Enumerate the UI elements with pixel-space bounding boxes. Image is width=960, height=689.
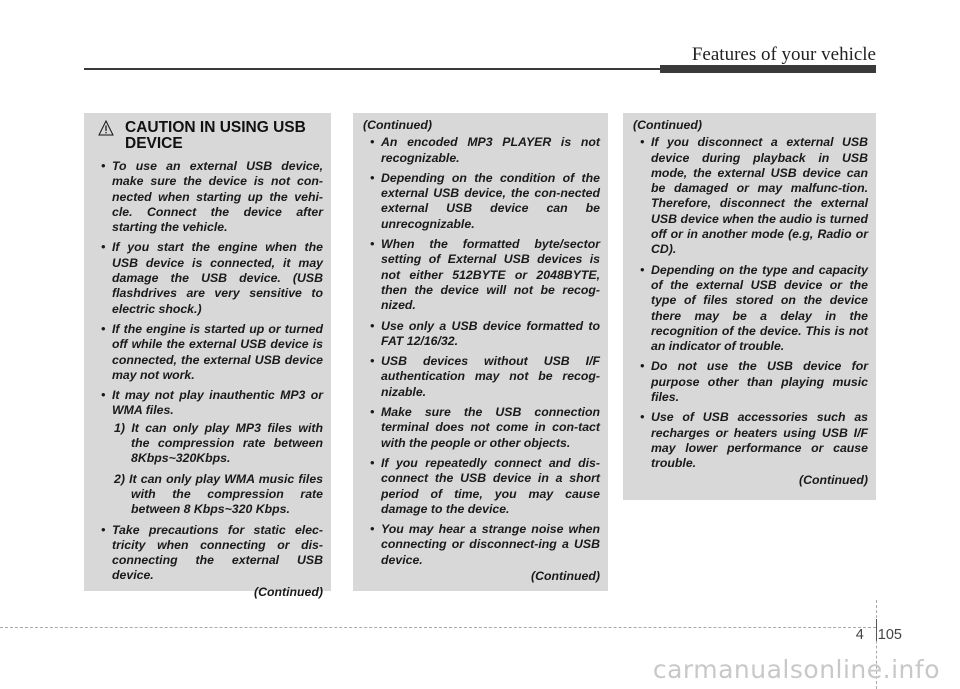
header-accent-bar bbox=[660, 65, 876, 73]
section-title: Features of your vehicle bbox=[691, 44, 876, 65]
continued-label-top: (Continued) bbox=[363, 118, 432, 132]
list-item: • If you repeatedly connect and dis-connect the USB device in a short period of time, you may cause damage to the device. bbox=[370, 455, 600, 516]
list-item: • USB devices without USB I/F authentication may not be recog-nizable. bbox=[370, 354, 600, 399]
list-item: • It may not play inauthentic MP3 or WMA files. bbox=[101, 388, 323, 418]
caution-title bbox=[116, 120, 323, 152]
crop-mark-horizontal bbox=[0, 627, 876, 628]
list-item: • Use only a USB device formatted to FAT 12/16/32. bbox=[370, 318, 600, 348]
continued-label: (Continued) bbox=[531, 569, 600, 584]
list-item: • If you start the engine when the USB device is connected, it may damage the USB device. (USB flashdrives are very sensitive to electric shock.) bbox=[101, 240, 323, 316]
list-item: • Use of USB accessories such as recharges or heaters using USB I/F may lower performance or cause trouble. bbox=[640, 410, 868, 471]
chapter-number: 4 bbox=[855, 627, 864, 643]
list-item: • Depending on the condition of the external USB device, the con-nected external USB device can be unrecognizable. bbox=[370, 170, 600, 231]
warning-triangle-icon bbox=[98, 120, 114, 136]
list-item: • Make sure the USB connection terminal does not come in con-tact with the people or other objects. bbox=[370, 405, 600, 450]
list-item: • When the formatted byte/sector setting of External USB devices is not either 512BYTE or 2048BYTE, then the device will not be recog-nized. bbox=[370, 237, 600, 313]
sub-list-item: 2) It can only play WMA music files with the compression rate between 8 Kbps~320 Kbps. bbox=[114, 471, 323, 517]
list-item: • You may hear a strange noise when connecting or disconnect-ing a USB device. bbox=[370, 522, 600, 567]
caution-panel-3 bbox=[623, 113, 876, 500]
watermark: carmanualsonline.info bbox=[652, 655, 940, 684]
list-item: • Take precautions for static elec-tricity when connecting or dis-connecting the external USB device. bbox=[101, 522, 323, 583]
list-item: • An encoded MP3 PLAYER is not recognizable. bbox=[370, 135, 600, 165]
page-number bbox=[856, 627, 902, 643]
continued-label: (Continued) bbox=[254, 584, 323, 599]
continued-label-top: (Continued) bbox=[633, 118, 702, 132]
list-item: • If the engine is started up or turned off while the external USB device is connected, the external USB device may not work. bbox=[101, 321, 323, 382]
list-item: • To use an external USB device, make sure the device is not con-nected when starting up the vehi-cle. Connect the device after starting the vehicle. bbox=[101, 159, 323, 235]
caution-title-line-1: CAUTION IN USING USB bbox=[125, 119, 306, 136]
list-item: • If you disconnect a external USB device during playback in USB mode, the external USB device can be damaged or may malfunc-tion. Therefore, disconnect the external USB device when the audio is turned off or in another mode (e.g, Radio or CD). bbox=[640, 135, 868, 257]
continued-label: (Continued) bbox=[799, 472, 868, 487]
list-item: • Depending on the type and capacity of the external USB device or the type of files stored on the device there may be a delay in the recognition of the device. This is not an indicator of trouble. bbox=[640, 262, 868, 354]
caution-heading bbox=[94, 120, 323, 152]
caution-panel-2 bbox=[353, 113, 608, 591]
page-index: 105 bbox=[877, 627, 902, 643]
caution-title-line-2: DEVICE bbox=[125, 135, 183, 152]
caution-panel-1 bbox=[84, 113, 331, 599]
sub-list-item: 1) It can only play MP3 files with the compression rate between 8Kbps~320Kbps. bbox=[114, 420, 323, 466]
list-item: • Do not use the USB device for purpose other than playing music files. bbox=[640, 359, 868, 405]
